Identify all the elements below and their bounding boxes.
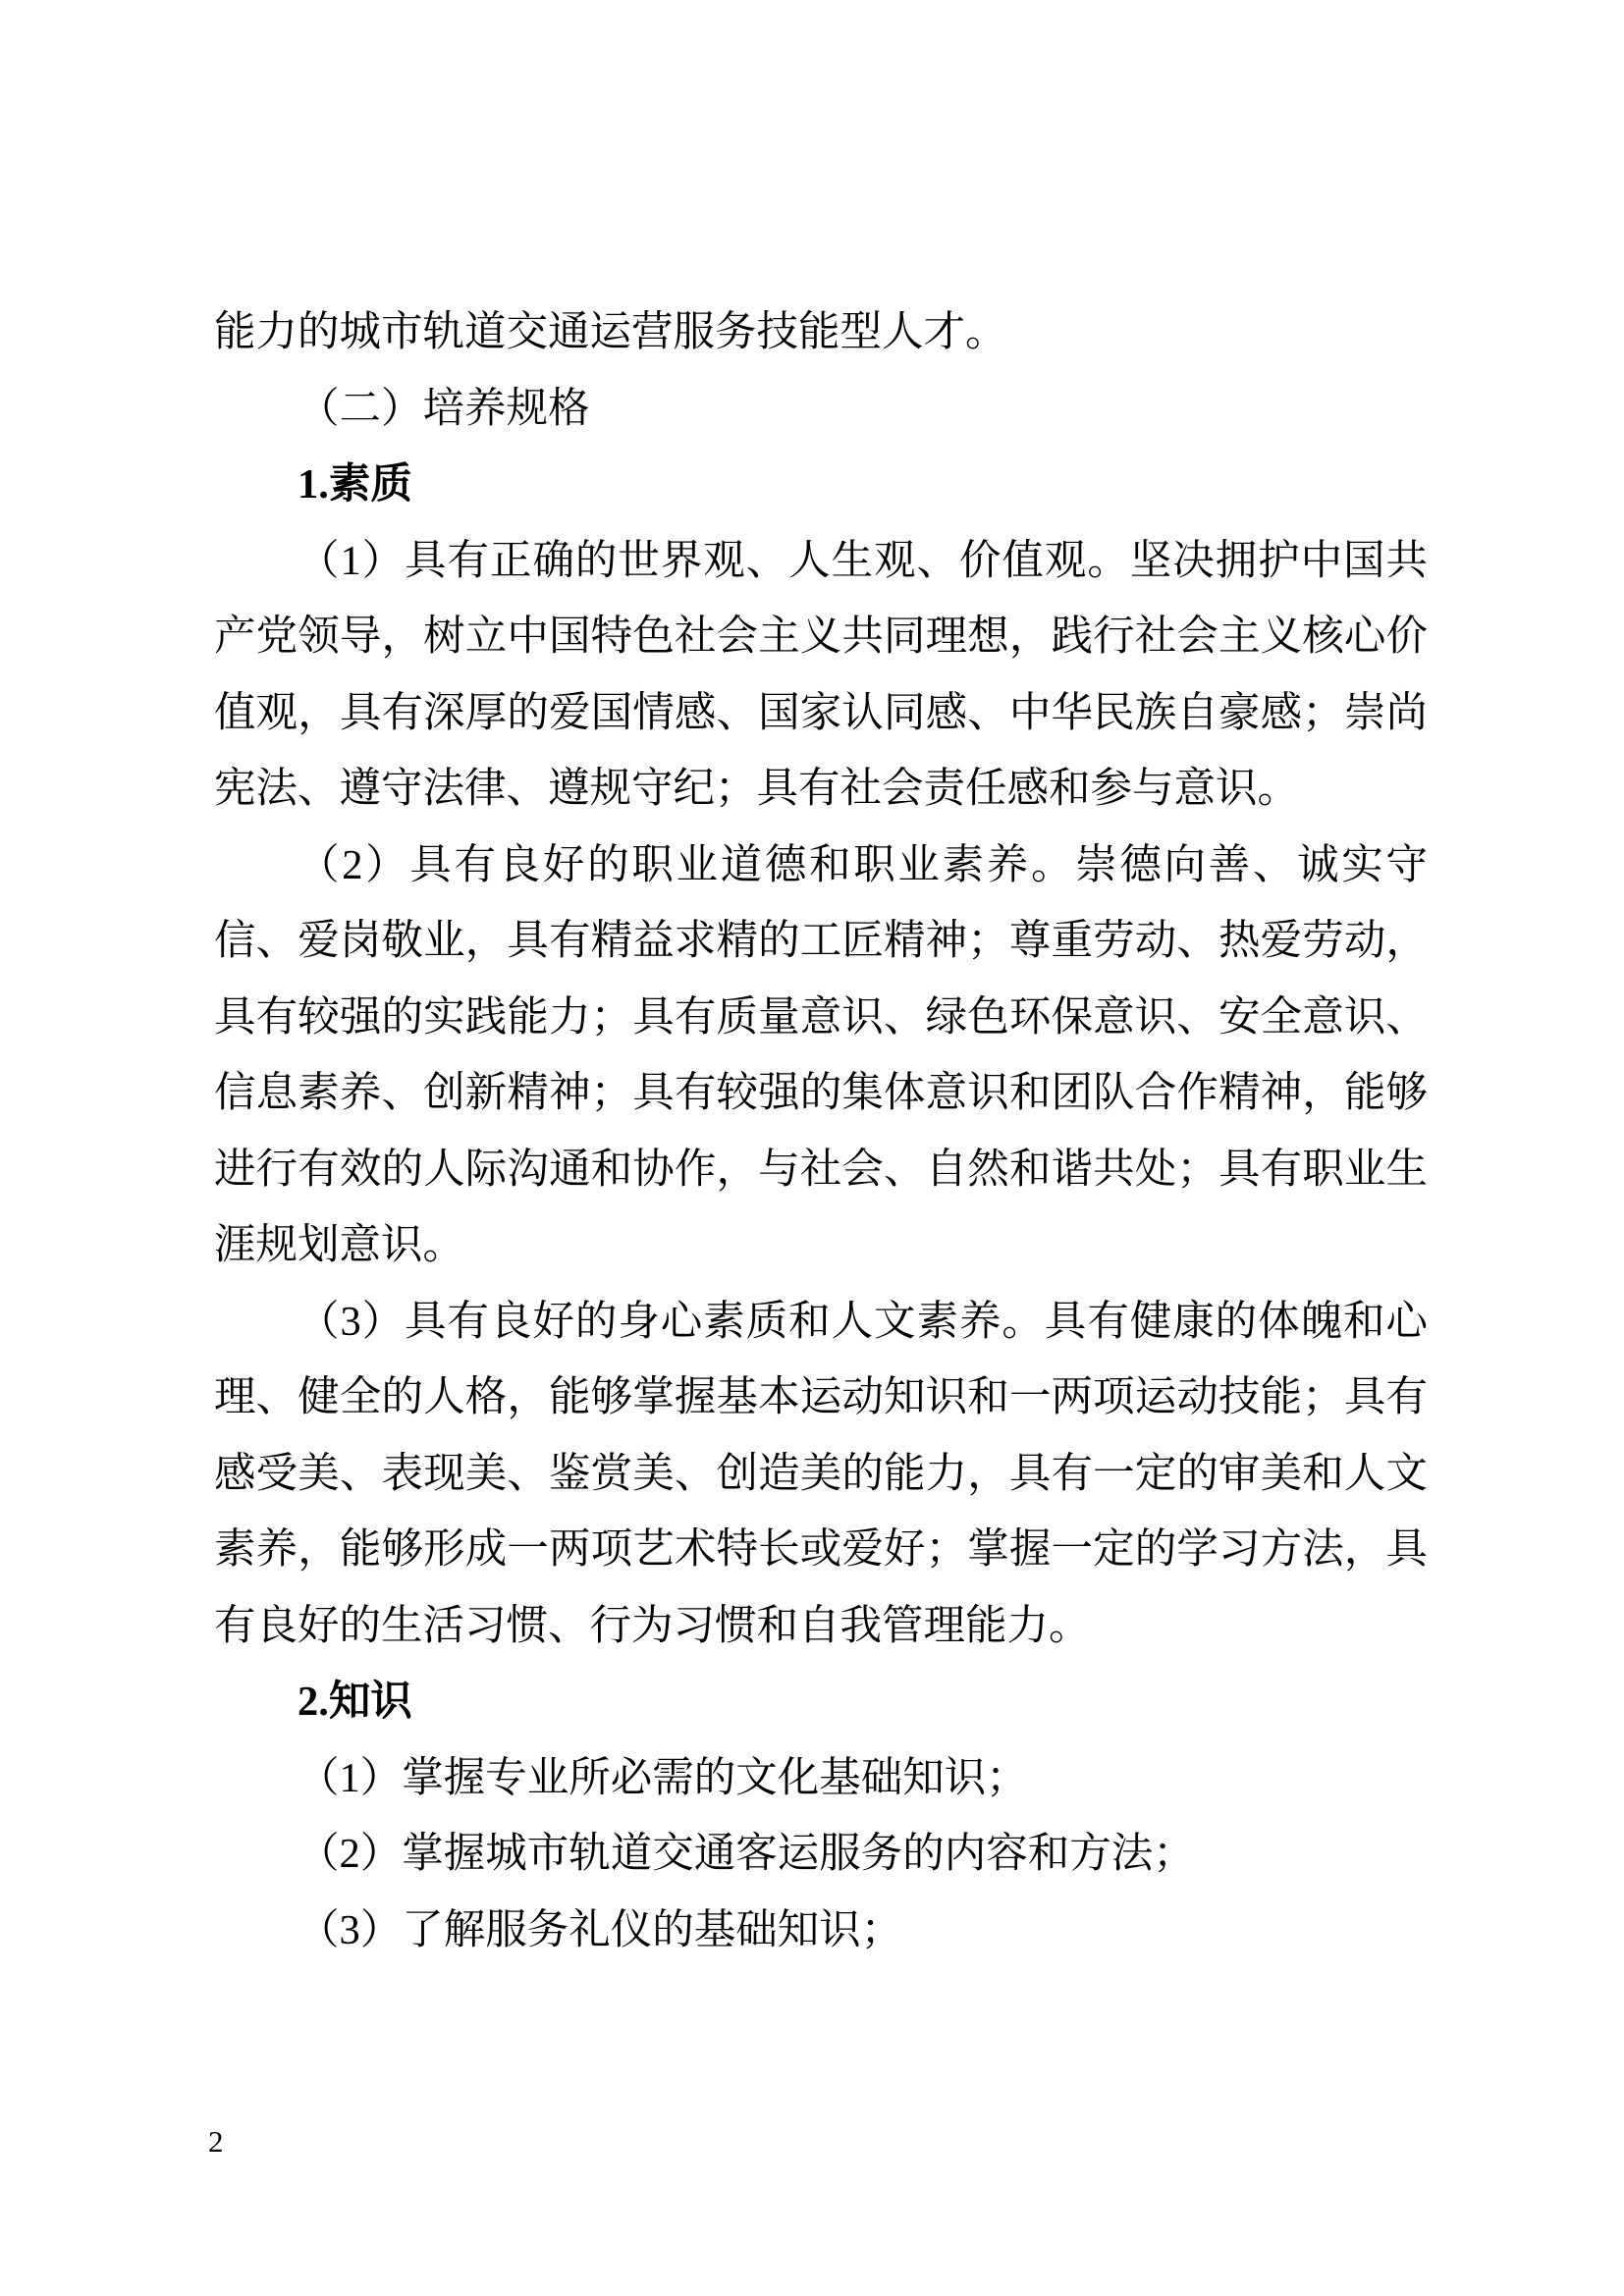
subsection-heading-zhishi: 2.知识 <box>298 1679 412 1725</box>
document-body <box>214 294 1428 1968</box>
paragraph-quality-3: （3）具有良好的身心素质和人文素养。具有健康的体魄和心理、健全的人格，能够掌握基本运动知识和一两项运动技能；具有感受美、表现美、鉴赏美、创造美的能力，具有一定的审美和人文素养，能够形成一两项艺术特长或爱好；掌握一定的学习方法，具有良好的生活习惯、行为习惯和自我管理能力。 <box>214 1298 1428 1649</box>
paragraph-continuation: 能力的城市轨道交通运营服务技能型人才。 <box>214 309 1007 355</box>
page-number: 2 <box>208 2124 224 2159</box>
subsection-heading-suzhi: 1.素质 <box>298 461 412 507</box>
paragraph-knowledge-2: （2）掌握城市轨道交通客运服务的内容和方法； <box>298 1831 1195 1877</box>
paragraph-quality-2: （2）具有良好的职业道德和职业素养。崇德向善、诚实守信、爱岗敬业，具有精益求精的工匠精神；尊重劳动、热爱劳动，具有较强的实践能力；具有质量意识、绿色环保意识、安全意识、信息素养、创新精神；具有较强的集体意识和团队合作精神，能够进行有效的人际沟通和协作，与社会、自然和谐共处；具有职业生涯规划意识。 <box>214 841 1428 1268</box>
paragraph-quality-1: （1）具有正确的世界观、人生观、价值观。坚决拥护中国共产党领导，树立中国特色社会主义共同理想，践行社会主义核心价值观，具有深厚的爱国情感、国家认同感、中华民族自豪感；崇尚宪法、遵守法律、遵规守纪；具有社会责任感和参与意识。 <box>214 537 1428 812</box>
paragraph-knowledge-1: （1）掌握专业所必需的文化基础知识； <box>298 1754 1028 1801</box>
section-heading-peiyang-guige: （二）培养规格 <box>298 385 590 432</box>
paragraph-knowledge-3: （3）了解服务礼仪的基础知识； <box>298 1906 903 1953</box>
